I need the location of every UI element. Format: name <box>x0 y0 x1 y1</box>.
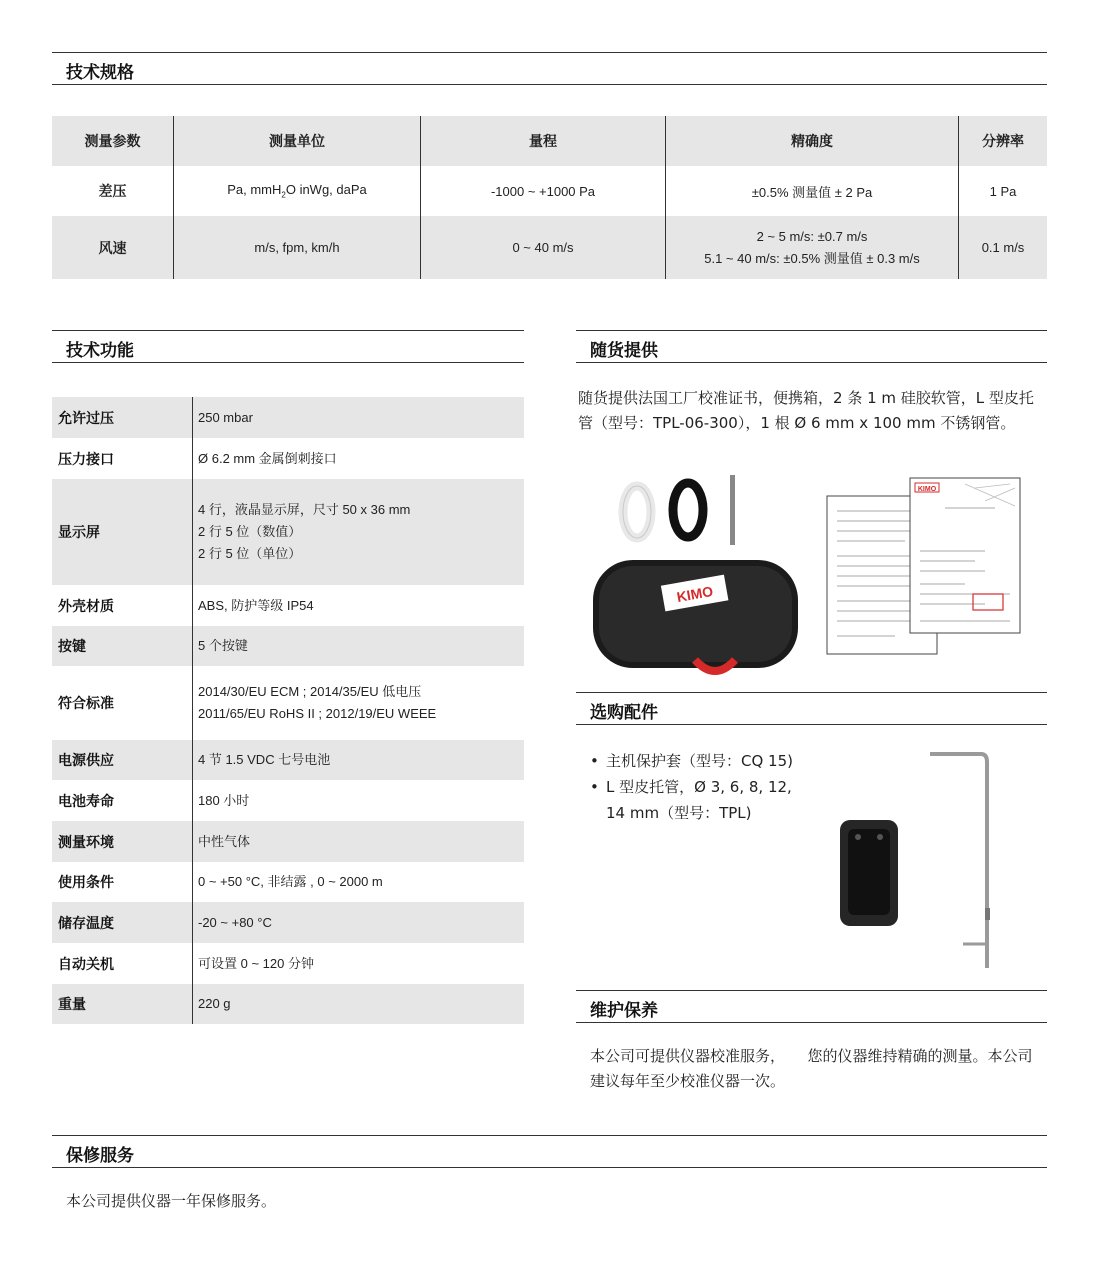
feature-label: 测量环境 <box>58 834 114 851</box>
section-maintenance <box>576 990 1047 1023</box>
section-supplied <box>576 330 1047 363</box>
feature-label: 符合标准 <box>58 696 114 712</box>
list-item: • 主机保护套（型号：CQ 15) <box>590 748 800 774</box>
table-row <box>52 216 1047 279</box>
feature-value: 0 ~ +50 °C, 非结露 , 0 ~ 2000 m <box>198 874 383 889</box>
list-item: • L 型皮托管，Ø 3, 6, 8, 12, 14 mm（型号：TPL) <box>590 774 800 826</box>
feature-row <box>52 585 524 626</box>
accuracy-cell: ±0.5% 测量值 ± 2 Pa <box>666 166 959 216</box>
accuracy-cell: 2 ~ 5 m/s: ±0.7 m/s 5.1 ~ 40 m/s: ±0.5% 测量值 ± 0.3 m/s <box>666 216 959 279</box>
spec-table <box>52 116 1047 279</box>
silicone-tube-black-icon <box>673 483 703 537</box>
feature-row <box>52 666 524 740</box>
case-logo: KIMO <box>675 582 715 606</box>
range-cell: -1000 ~ +1000 Pa <box>421 166 666 216</box>
feature-label: 重量 <box>58 997 86 1013</box>
feature-row <box>52 984 524 1024</box>
feature-label: 电源供应 <box>58 753 114 769</box>
pitot-tube-illustration <box>925 748 995 973</box>
section-title: 随货提供 <box>590 341 658 361</box>
section-title: 选购配件 <box>590 703 658 723</box>
feature-label: 允许过压 <box>58 410 114 427</box>
feature-label: 电池寿命 <box>58 793 114 810</box>
silicone-tube-clear-icon <box>623 486 651 538</box>
feature-value: 5 个按键 <box>198 638 248 653</box>
certificate-logo: KIMO <box>917 486 937 493</box>
param-cell: 差压 <box>98 184 127 200</box>
carrying-case-icon <box>593 560 798 671</box>
feature-label: 储存温度 <box>58 915 114 932</box>
feature-row <box>52 862 524 902</box>
table-header-row <box>52 116 1047 166</box>
feature-value: 可设置 0 ~ 120 分钟 <box>198 955 314 971</box>
feature-row <box>52 479 524 585</box>
section-specs <box>52 52 1047 85</box>
feature-value: 2014/30/EU ECM ; 2014/35/EU 低电压 2011/65/EU RoHS II ; 2012/19/EU WEEE <box>198 684 437 721</box>
table-row <box>52 166 1047 216</box>
certificate-illustration <box>825 476 1025 658</box>
unit-cell: m/s, fpm, km/h <box>174 216 421 279</box>
supplied-text: 随货提供法国工厂校准证书，便携箱，2 条 1 m 硅胶软管，L 型皮托管（型号：TPL-06-300），1 根 Ø 6 mm x 100 mm 不锈钢管。 <box>578 389 1034 432</box>
feature-row <box>52 397 524 438</box>
steel-tube-icon <box>730 475 735 545</box>
feature-label: 自动关机 <box>58 956 114 973</box>
feature-table <box>52 397 524 1024</box>
range-cell: 0 ~ 40 m/s <box>421 216 666 279</box>
feature-value: 180 小时 <box>198 792 250 808</box>
feature-value: Ø 6.2 mm 金属倒刺接口 <box>198 450 337 466</box>
feature-divider <box>192 397 193 1024</box>
feature-label: 使用条件 <box>58 875 114 891</box>
column-header: 分辨率 <box>959 116 1048 166</box>
column-header: 精确度 <box>666 116 959 166</box>
feature-label: 压力接口 <box>58 451 114 468</box>
column-header: 测量参数 <box>84 134 141 150</box>
feature-label: 外壳材质 <box>58 598 114 615</box>
feature-value: 4 节 1.5 VDC 七号电池 <box>198 752 331 767</box>
section-title: 维护保养 <box>590 1001 658 1021</box>
resolution-cell: 0.1 m/s <box>959 216 1048 279</box>
section-features <box>52 330 524 363</box>
param-cell: 风速 <box>98 240 127 257</box>
section-title: 技术规格 <box>66 63 134 83</box>
section-title: 保修服务 <box>66 1146 134 1166</box>
column-header: 量程 <box>421 116 666 166</box>
feature-value: 220 g <box>198 996 231 1011</box>
feature-row <box>52 821 524 862</box>
unit-cell: Pa, mmH$_2$O inWg, daPa <box>174 166 421 216</box>
warranty-text: 本公司提供仪器一年保修服务。 <box>66 1192 277 1210</box>
feature-row <box>52 438 524 479</box>
protective-cover-illustration <box>835 815 905 930</box>
calibration-certificate-front-icon <box>910 478 1020 633</box>
section-warranty <box>52 1135 1047 1168</box>
feature-value: 250 mbar <box>198 409 253 425</box>
feature-value: -20 ~ +80 °C <box>198 914 272 930</box>
feature-value: 4 行，液晶显示屏，尺寸 50 x 36 mm 2 行 5 位（数值） 2 行 5 位（单位） <box>198 502 411 561</box>
feature-row <box>52 780 524 821</box>
feature-row <box>52 902 524 943</box>
resolution-cell: 1 Pa <box>959 166 1048 216</box>
section-accessories <box>576 692 1047 725</box>
feature-label: 按键 <box>58 639 86 655</box>
feature-row <box>52 740 524 780</box>
feature-value: ABS, 防护等级 IP54 <box>198 597 314 613</box>
maintenance-text: 本公司可提供仪器校准服务， 您的仪器维持精确的测量。本公司建议每年至少校准仪器一次。 <box>590 1047 1033 1090</box>
section-title: 技术功能 <box>66 341 134 361</box>
feature-row <box>52 626 524 666</box>
column-header: 测量单位 <box>174 116 421 166</box>
feature-label: 显示屏 <box>58 525 100 541</box>
feature-value: 中性气体 <box>198 833 251 849</box>
carrying-case-illustration <box>585 470 810 680</box>
feature-row <box>52 943 524 984</box>
accessory-list <box>590 748 800 826</box>
